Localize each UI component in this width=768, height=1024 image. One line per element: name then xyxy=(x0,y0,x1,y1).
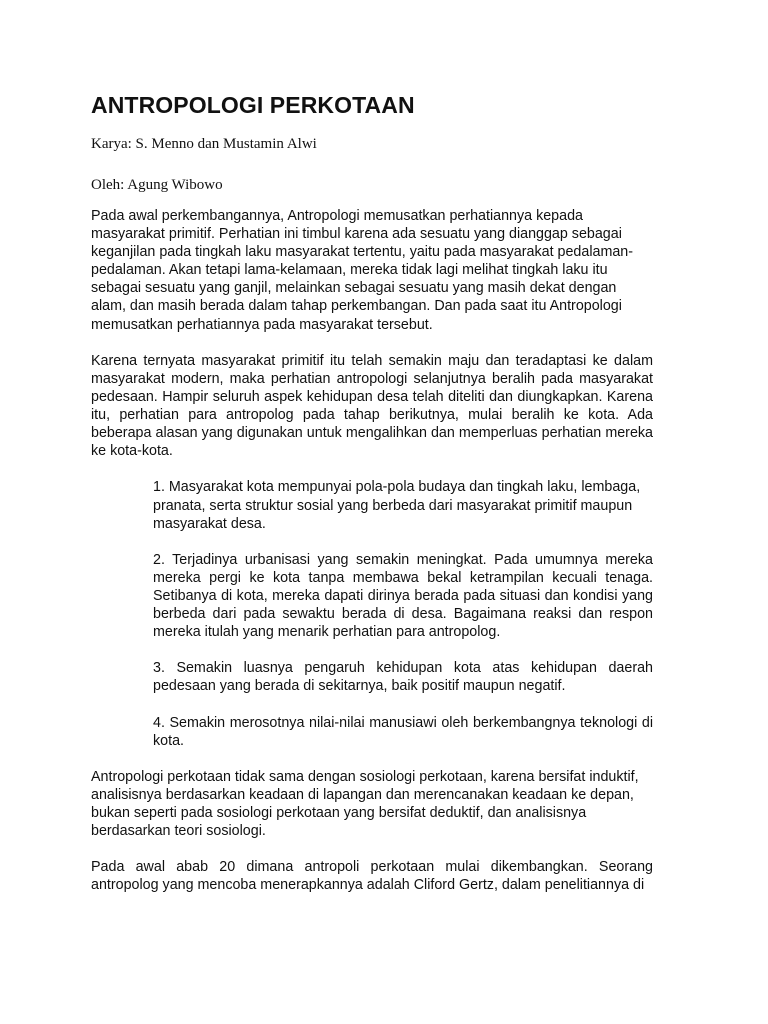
document-title: ANTROPOLOGI PERKOTAAN xyxy=(91,92,415,118)
author-line: Karya: S. Menno dan Mustamin Alwi xyxy=(91,136,317,152)
list-item: 4. Semakin merosotnya nilai-nilai manusiawi oleh berkembangnya teknologi di kota. xyxy=(153,714,653,749)
list-item: 1. Masyarakat kota mempunyai pola-pola budaya dan tingkah laku, lembaga, pranata, serta struktur sosial yang berbeda dari masyarakat primitif maupun masyarakat desa. xyxy=(153,479,641,532)
list-item: 3. Semakin luasnya pengaruh kehidupan kota atas kehidupan daerah pedesaan yang berada di sekitarnya, baik positif maupun negatif. xyxy=(153,660,653,695)
paragraph-comparison: Antropologi perkotaan tidak sama dengan sosiologi perkotaan, karena bersifat induktif, analisisnya berdasarkan keadaan di lapangan dan merencanakan keadaan ke depan, bukan seperti pada sosiologi perkotaan yang bersifat deduktif, dan analisisnya berdasarkan teori sosiologi. xyxy=(91,768,639,840)
reasons-list xyxy=(91,478,653,749)
paragraph-shift-to-city: Karena ternyata masyarakat primitif itu telah semakin maju dan teradaptasi ke dalam masyarakat modern, maka perhatian antropologi selanjutnya beralih pada masyarakat pedesaan. Hampir seluruh aspek kehidupan desa telah diteliti dan diungkapkan. Karena itu, perhatian para antropolog pada tahap berikutnya, mulai beralih ke kota. Ada beberapa alasan yang digunakan untuk mengalihkan dan memperluas perhatian mereka ke kota-kota. xyxy=(91,352,653,460)
document-body xyxy=(91,207,653,913)
by-line: Oleh: Agung Wibowo xyxy=(91,177,223,193)
list-item: 2. Terjadinya urbanisasi yang semakin meningkat. Pada umumnya mereka mereka pergi ke kota tanpa membawa bekal ketrampilan kecuali tenaga. Setibanya di kota, mereka dapati dirinya berada pada situasi dan kondisi yang berbeda dari pada sewaktu berada di desa. Bagaimana reaksi dan respon mereka itulah yang menarik perhatian para antropolog. xyxy=(153,551,653,641)
paragraph-intro: Pada awal perkembangannya, Antropologi memusatkan perhatiannya kepada masyarakat primitif. Perhatian ini timbul karena ada sesuatu yang dianggap sebagai keganjilan pada tingkah laku masyarakat tertentu, yaitu pada masyarakat pedalaman-pedalaman. Akan tetapi lama-kelamaan, mereka tidak lagi melihat tingkah laku itu sebagai sesuatu yang ganjil, melainkan sebagai sesuatu yang masih dekat dengan alam, dan masih berada dalam tahap perkembangan. Dan pada saat itu Antropologi memusatkan perhatiannya pada masyarakat tersebut. xyxy=(91,208,634,333)
paragraph-history: Pada awal abab 20 dimana antropoli perkotaan mulai dikembangkan. Seorang antropolog yang mencoba menerapkannya adalah Cliford Gertz, dalam penelitiannya di xyxy=(91,859,653,894)
